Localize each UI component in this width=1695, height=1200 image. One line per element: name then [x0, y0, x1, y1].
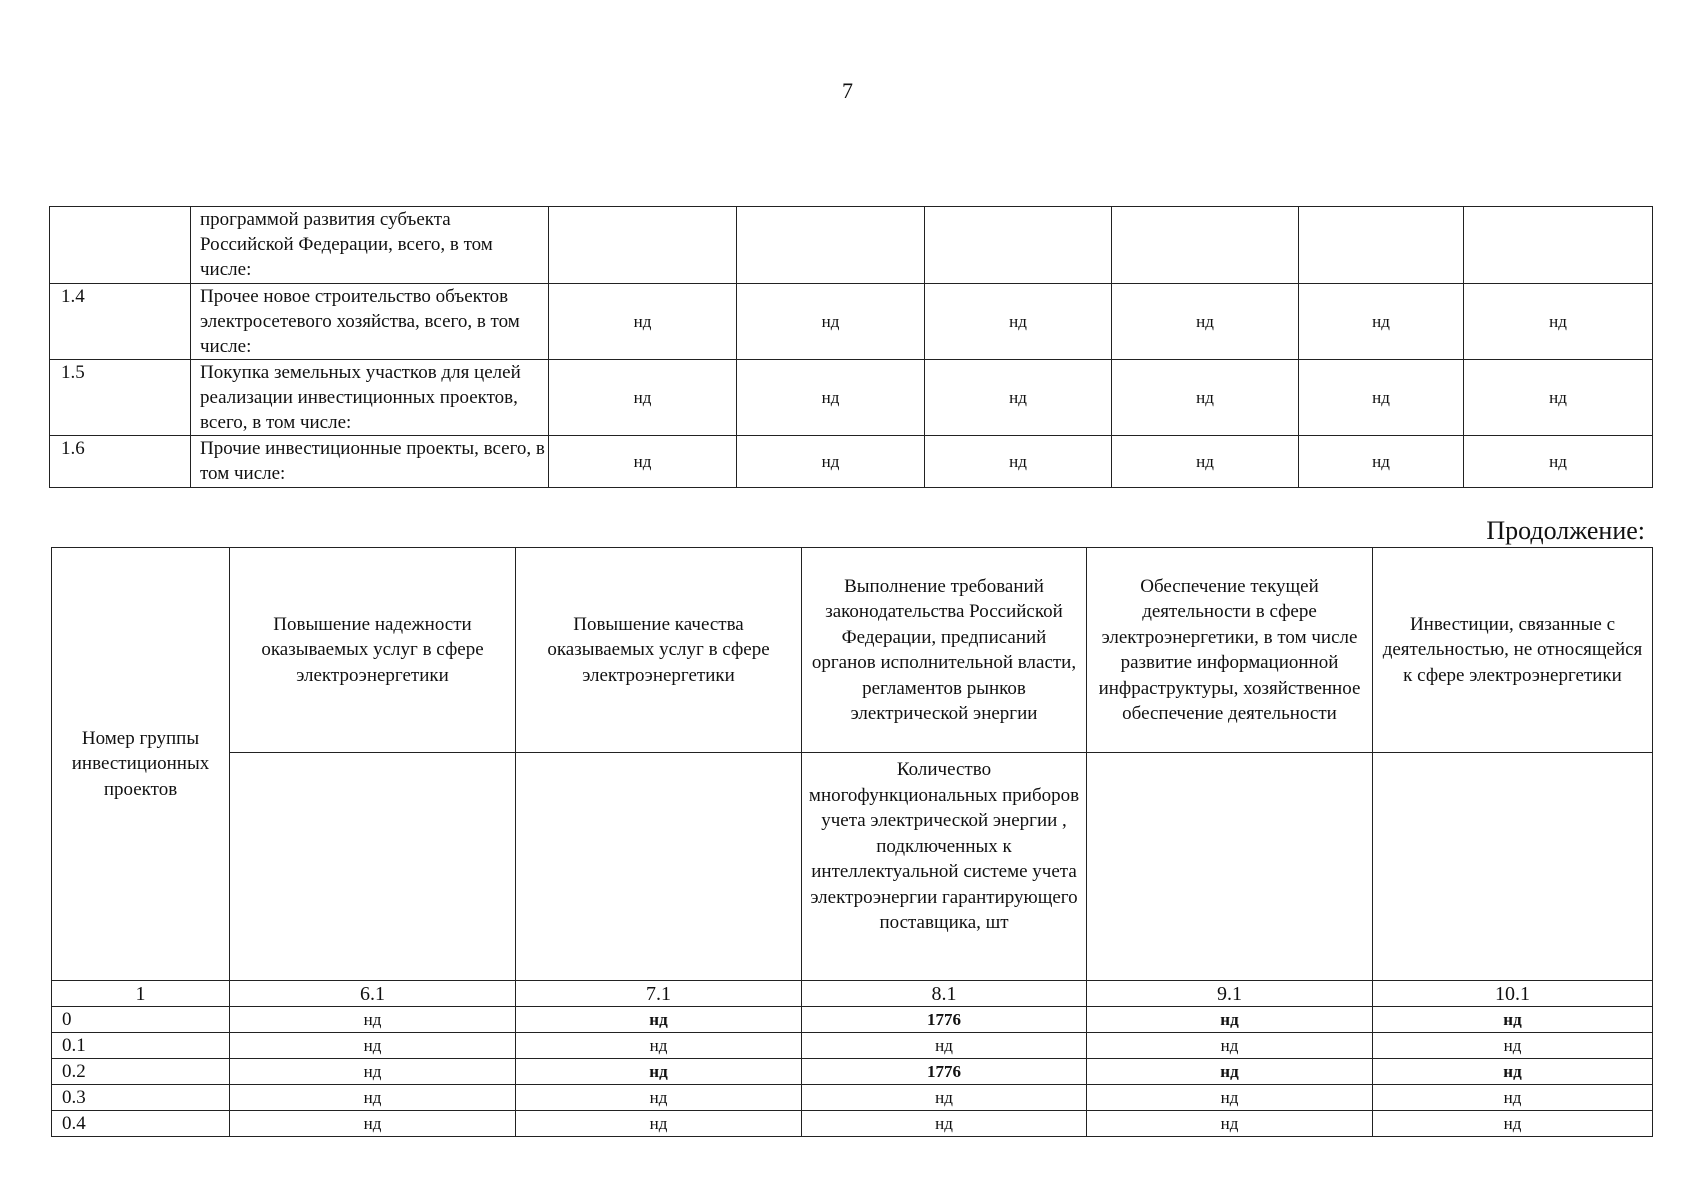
value-cell: нд [230, 1007, 516, 1033]
table-row [50, 284, 1653, 360]
row-number: 1.6 [50, 436, 191, 488]
row-text: Покупка земельных участков для целей реализации инвестиционных проектов, всего, в том числе: [191, 360, 549, 436]
value-cell: нд [1112, 436, 1299, 488]
column-header: Обеспечение текущей деятельности в сфере электроэнергетики, в том числе развитие информационной инфраструктуры, хозяйственное обеспечение деятельности [1087, 548, 1373, 753]
table-row [52, 1111, 1653, 1137]
value-cell: нд [230, 1085, 516, 1111]
value-cell: нд [230, 1059, 516, 1085]
row-number: 1.4 [50, 284, 191, 360]
column-header: Инвестиции, связанные с деятельностью, не относящейся к сфере электроэнергетики [1373, 548, 1653, 753]
row-text: Прочие инвестиционные проекты, всего, в том числе: [191, 436, 549, 488]
value-cell: нд [802, 1111, 1087, 1137]
value-cell: нд [925, 360, 1112, 436]
value-cell [549, 207, 737, 284]
value-cell: нд [516, 1059, 802, 1085]
value-cell: нд [549, 360, 737, 436]
column-index: 1 [52, 981, 230, 1007]
value-cell: нд [1087, 1111, 1373, 1137]
column-index: 7.1 [516, 981, 802, 1007]
column-subheader [230, 753, 516, 981]
value-cell: нд [802, 1085, 1087, 1111]
column-header: Повышение качества оказываемых услуг в сфере электроэнергетики [516, 548, 802, 753]
value-cell [1112, 207, 1299, 284]
table-row [50, 436, 1653, 488]
value-cell: нд [1373, 1033, 1653, 1059]
value-cell: нд [1299, 436, 1464, 488]
column-header: Повышение надежности оказываемых услуг в сфере электроэнергетики [230, 548, 516, 753]
value-cell: нд [737, 436, 925, 488]
value-cell: нд [230, 1111, 516, 1137]
value-cell: нд [1112, 360, 1299, 436]
group-number: 0 [52, 1007, 230, 1033]
row-number [50, 207, 191, 284]
table-row [52, 1007, 1653, 1033]
page-number: 7 [842, 78, 853, 103]
value-cell: нд [516, 1007, 802, 1033]
column-subheader: Количество многофункциональных приборов учета электрической энергии , подключенных к интеллектуальной системе учета электроэнергии гарантирующего поставщика, шт [802, 753, 1087, 981]
value-cell [925, 207, 1112, 284]
value-cell: нд [1299, 284, 1464, 360]
value-cell: нд [802, 1033, 1087, 1059]
value-cell [1299, 207, 1464, 284]
subheader-row [52, 753, 1653, 981]
table-row [50, 360, 1653, 436]
value-cell: 1776 [802, 1059, 1087, 1085]
top-table [49, 206, 1653, 488]
value-cell: нд [516, 1033, 802, 1059]
bottom-table [51, 547, 1653, 1137]
column-subheader [1373, 753, 1653, 981]
table-row [52, 1033, 1653, 1059]
value-cell: 1776 [802, 1007, 1087, 1033]
column-index: 6.1 [230, 981, 516, 1007]
header-row [52, 548, 1653, 753]
group-number: 0.4 [52, 1111, 230, 1137]
value-cell: нд [1087, 1033, 1373, 1059]
value-cell: нд [1087, 1007, 1373, 1033]
row-number: 1.5 [50, 360, 191, 436]
value-cell [1464, 207, 1653, 284]
column-subheader [516, 753, 802, 981]
group-number: 0.1 [52, 1033, 230, 1059]
value-cell: нд [737, 284, 925, 360]
value-cell: нд [1464, 436, 1653, 488]
table-row [52, 1085, 1653, 1111]
value-cell: нд [516, 1111, 802, 1137]
value-cell: нд [230, 1033, 516, 1059]
column-subheader [1087, 753, 1373, 981]
value-cell: нд [925, 284, 1112, 360]
table-row [52, 1059, 1653, 1085]
value-cell: нд [549, 436, 737, 488]
value-cell: нд [549, 284, 737, 360]
value-cell: нд [1464, 360, 1653, 436]
value-cell: нд [1112, 284, 1299, 360]
value-cell: нд [1087, 1059, 1373, 1085]
value-cell [737, 207, 925, 284]
column-index-row [52, 981, 1653, 1007]
column-index: 10.1 [1373, 981, 1653, 1007]
group-number-header: Номер группы инвестиционных проектов [52, 548, 230, 981]
continuation-label: Продолжение: [1486, 516, 1645, 545]
value-cell: нд [1464, 284, 1653, 360]
group-number: 0.2 [52, 1059, 230, 1085]
group-number: 0.3 [52, 1085, 230, 1111]
column-header: Выполнение требований законодательства Российской Федерации, предписаний органов исполнительной власти, регламентов рынков электрической энергии [802, 548, 1087, 753]
value-cell: нд [1373, 1007, 1653, 1033]
table-row [50, 207, 1653, 284]
column-index: 8.1 [802, 981, 1087, 1007]
value-cell: нд [925, 436, 1112, 488]
value-cell: нд [1299, 360, 1464, 436]
value-cell: нд [737, 360, 925, 436]
row-text: программой развития субъекта Российской Федерации, всего, в том числе: [191, 207, 549, 284]
value-cell: нд [1373, 1059, 1653, 1085]
value-cell: нд [516, 1085, 802, 1111]
value-cell: нд [1373, 1111, 1653, 1137]
column-index: 9.1 [1087, 981, 1373, 1007]
row-text: Прочее новое строительство объектов электросетевого хозяйства, всего, в том числе: [191, 284, 549, 360]
value-cell: нд [1087, 1085, 1373, 1111]
value-cell: нд [1373, 1085, 1653, 1111]
